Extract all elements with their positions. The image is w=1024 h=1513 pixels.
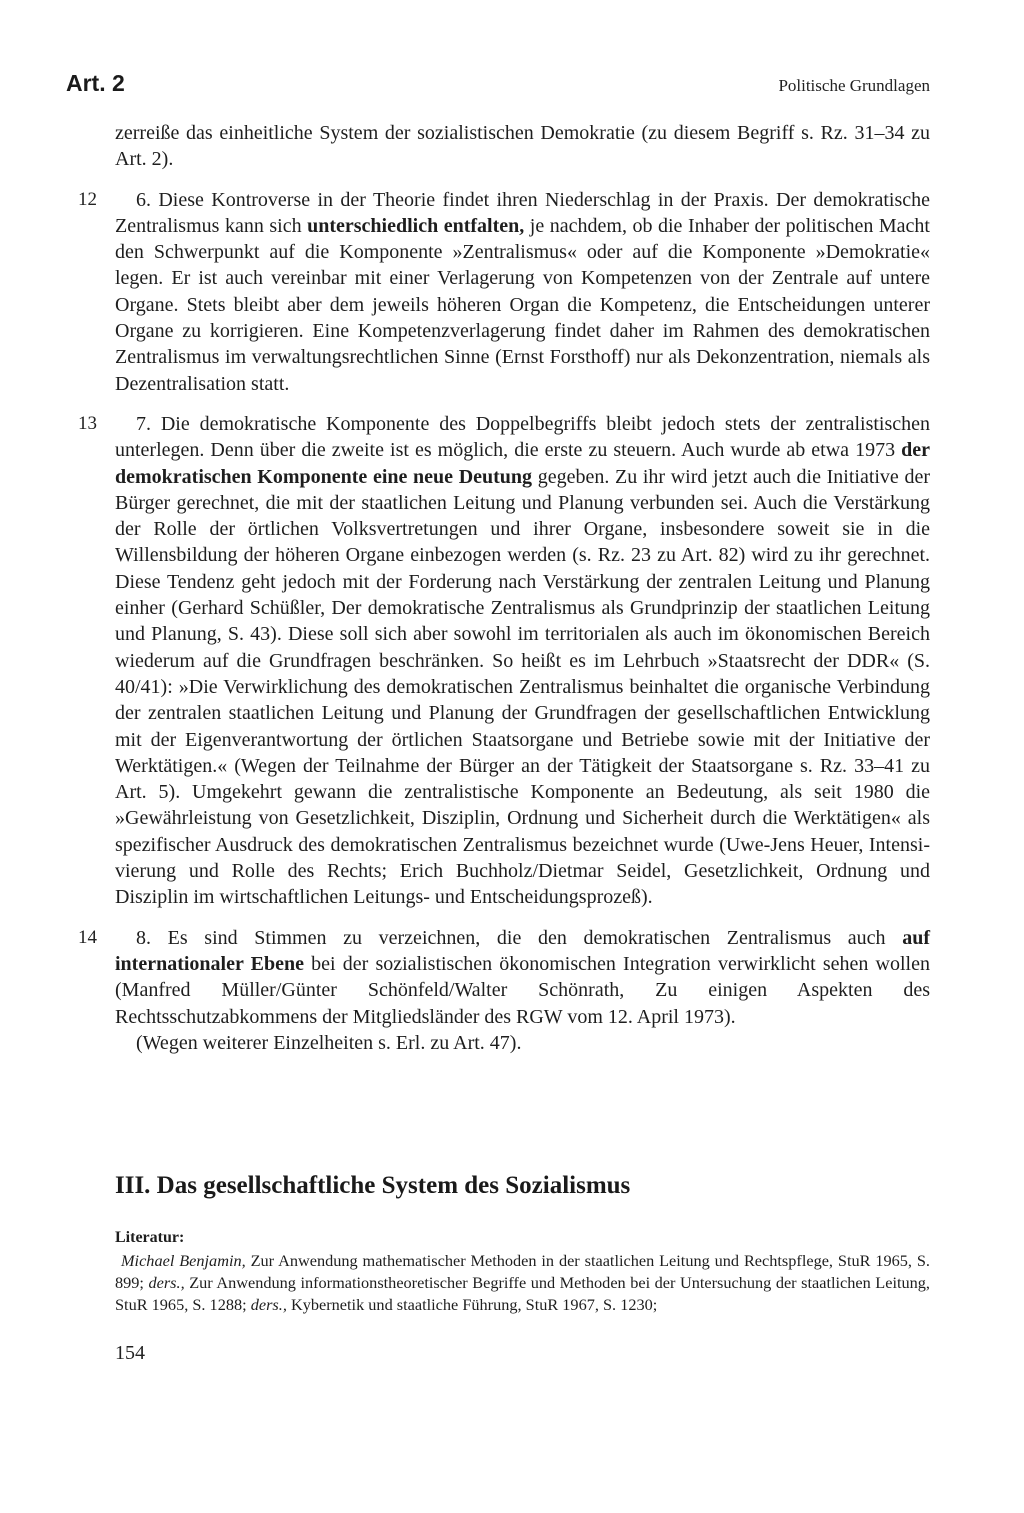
- emphasis-text: der demokratischen Komponente eine neue Deutung: [115, 439, 930, 488]
- margin-number: 12: [78, 188, 97, 210]
- paragraph-text: 8. Es sind Stimmen zu verzeichnen, die den demokratischen Zentralismus auch: [136, 926, 903, 949]
- paragraph-14-note: [115, 1030, 930, 1056]
- citation-text: Kybernetik und staatliche Führung, StuR 1967, S. 1230;: [286, 1295, 658, 1314]
- emphasis-text: unterschiedlich entfalten,: [307, 214, 525, 237]
- section-heading: III. Das gesellschaftliche System des Sozialismus: [115, 1172, 631, 1199]
- paragraph-14: [78, 925, 930, 1030]
- literature-entries: [115, 1250, 930, 1316]
- page-number: 154: [115, 1342, 145, 1364]
- literature-title: Literatur:: [115, 1229, 185, 1246]
- author-name: ders.,: [148, 1273, 185, 1292]
- running-head: Politische Grundlagen: [778, 76, 930, 95]
- paragraph-text: 6. Diese Kontroverse in der Theorie findet ihren Niederschlag in der Praxis. Der demokratische Zentralismus kann sich: [115, 188, 930, 237]
- paragraph-text: (Wegen weiterer Einzelheiten s. Erl. zu Art. 47).: [136, 1031, 522, 1054]
- citation-text: Zur Anwendung informationstheoretischer Begriffe und Methoden bei der Untersuchung der staatlichen Leitung, StuR 1965, S. 1288;: [115, 1273, 930, 1314]
- main-text: [78, 120, 930, 1056]
- article-label: Art. 2: [66, 70, 125, 96]
- paragraph-text: zerreiße das einheitliche System der sozialistischen Demokratie (zu diesem Begriff s. Rz. 31–34 zu Art. 2).: [115, 122, 930, 171]
- margin-number: 13: [78, 412, 97, 434]
- margin-number: 14: [78, 926, 97, 948]
- citation-text: Zur Anwendung mathematischer Methoden in der staatlichen Leitung und Rechtspflege, StuR 1965, S. 899;: [115, 1251, 930, 1292]
- paragraph-text: gegeben. Zu ihr wird jetzt auch die Initiative der Bürger gerechnet, die mit der staatlichen Leitung und Planung verbunden sei. Auch die Verstärkung der Rolle der örtlichen Volksvertretungen und ihrer Organe, insbesondere soweit sie in die Willensbildung der höheren Organe einbezogen werden (s. Rz. 23 zu Art. 82) wird zu ihr gerechnet. Diese Tendenz geht jedoch mit der Forderung nach Verstärkung der zentralen Leitung und Planung einher (Gerhard Schüßler, Der demokratische Zentralismus als Grundprinzip der staatlichen Leitung und Planung, S. 43). Diese soll sich aber sowohl im territorialen als auch im ökonomischen Bereich wiederum auf die Grundfragen beschränken. So heißt es im Lehrbuch »Staatsrecht der DDR« (S. 40/41): »Die Verwirklichung des demokratischen Zentralismus beinhaltet die organische Verbindung der zentralen staatlichen Leitung und Planung der Grundfragen der gesellschaftlichen Entwicklung mit der Eigenverantwortung der örtlichen Staatsorgane und Betriebe sowie mit der Initiative der Werktätigen.« (Wegen der Teilnahme der Bürger an der Tätigkeit der Staatsorgane s. Rz. 33–41 zu Art. 5). Umgekehrt gewann die zentralistische Komponente an Bedeutung, als seit 1980 die »Gewährleistung von Gesetzlichkeit, Disziplin, Ordnung und Sicherheit durch die Werktätigen« als spezifischer Ausdruck des demokratischen Zentralismus bezeichnet wurde (Uwe-Jens Heuer, Intensivierung und Rolle des Rechts; Erich Buchholz/Dietmar Seidel, Gesetzlichkeit, Ordnung und Disziplin im wirtschaftlichen Leitungs- und Entscheidungsprozeß).: [115, 465, 930, 909]
- paragraph-13: [78, 411, 930, 911]
- author-name: ders.,: [250, 1295, 287, 1314]
- paragraph-intro: [115, 120, 930, 173]
- paragraph-12: [78, 187, 930, 397]
- author-name: Michael Benjamin,: [121, 1251, 246, 1270]
- paragraph-text: je nachdem, ob die Inhaber der politischen Macht den Schwerpunkt auf die Komponente »Zentralismus« oder auf die Komponente »Demokratie« legen. Er ist auch vereinbar mit einer Verlagerung von Kompetenzen von der Zentrale auf untere Organe. Stets bleibt aber dem jeweils höheren Organ die Kompetenz, die Entscheidungen unterer Organe zu korrigieren. Eine Kompetenzverlagerung findet daher im Rahmen des demokratischen Zentralismus im verwaltungsrechtlichen Sinne (Ernst Forsthoff) nur als Dekonzentration, niemals als Dezentralisation statt.: [115, 214, 930, 395]
- literature-block: [115, 1228, 930, 1316]
- paragraph-text: 7. Die demokratische Komponente des Doppelbegriffs bleibt jedoch stets der zentralistischen unterlegen. Denn über die zweite ist es möglich, die erste zu steuern. Auch wurde ab etwa 1973: [115, 412, 930, 462]
- emphasis-text: auf internationaler Ebene: [115, 926, 930, 975]
- page-header: [66, 70, 930, 104]
- paragraph-text: bei der sozialistischen ökonomischen Integration verwirklicht sehen wollen (Manfred Müller/Günter Schönfeld/Walter Schönrath, Zu einigen Aspekten des Rechtsschutzabkommens der Mitgliedsländer des RGW vom 12. April 1973).: [115, 952, 930, 1028]
